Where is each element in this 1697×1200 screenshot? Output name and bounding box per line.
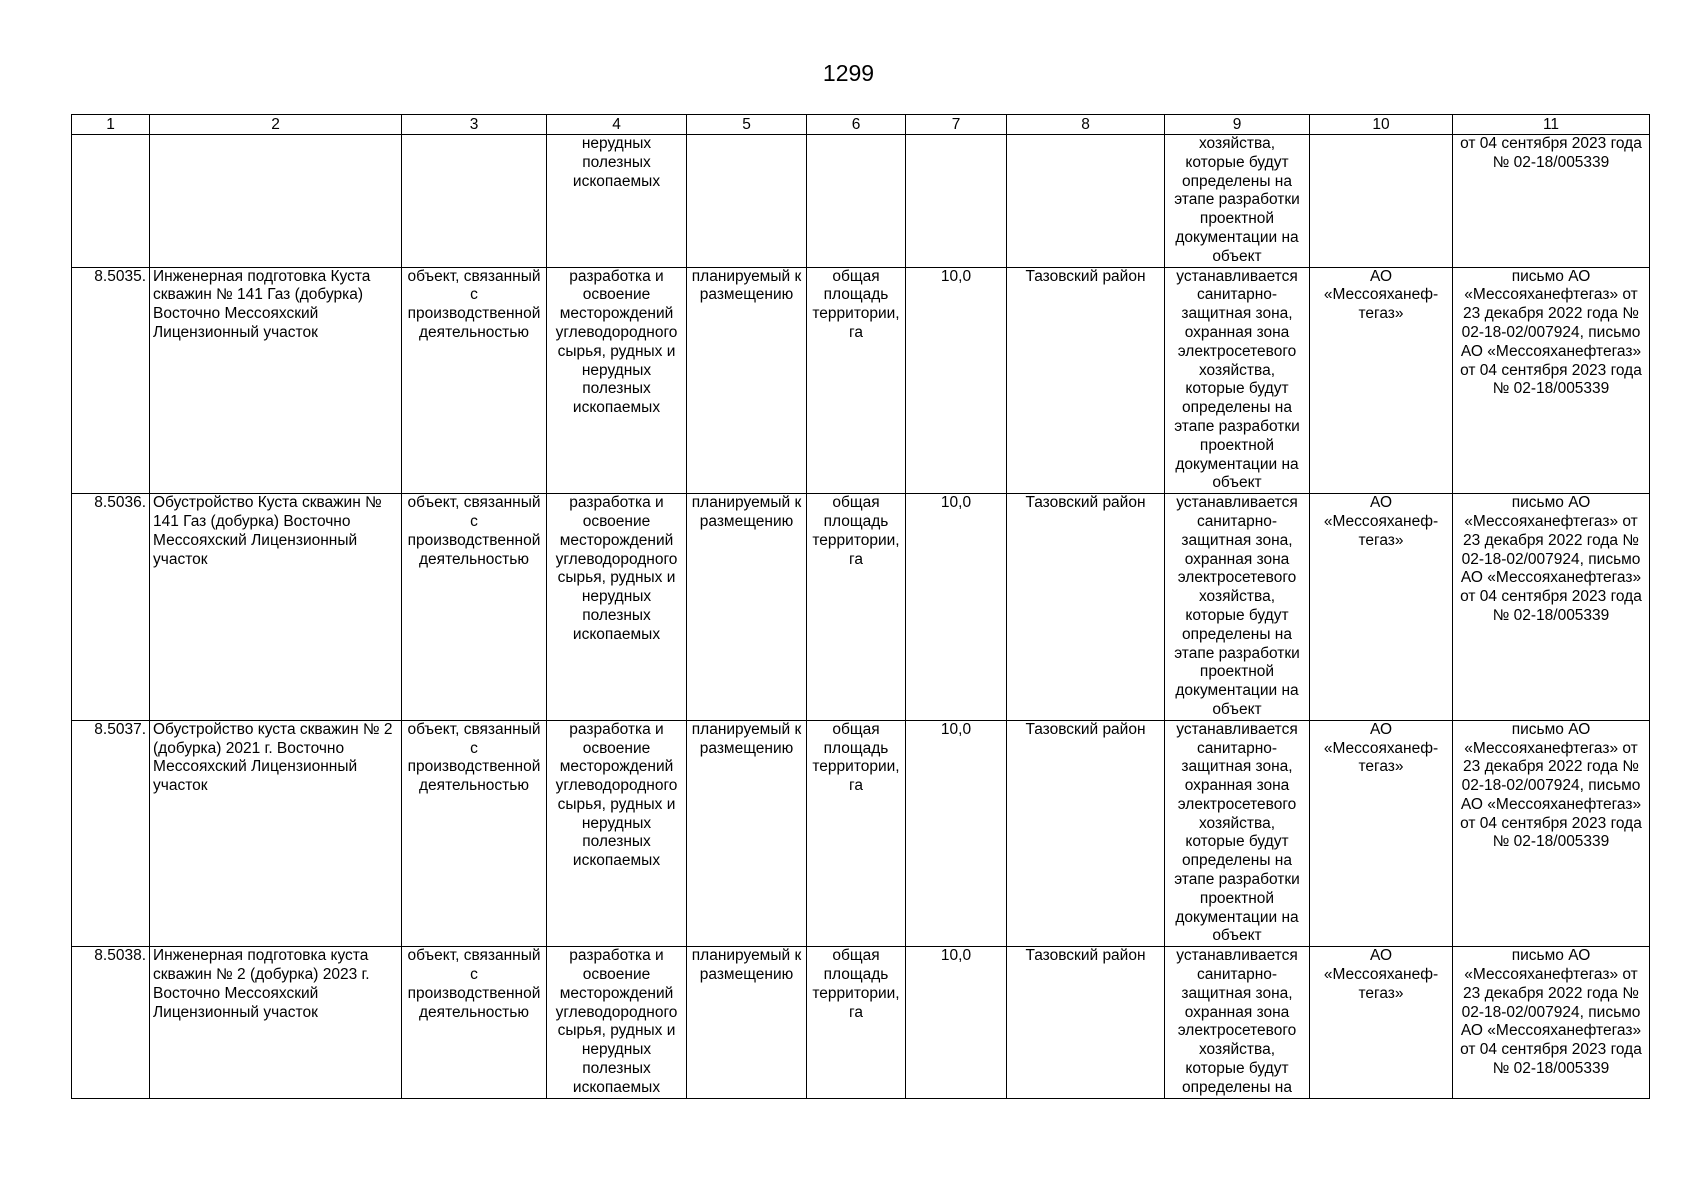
cell-purpose: разработка и освоение месторождений углеводородного сырья, рудных и нерудных полезных ископаемых xyxy=(547,947,687,1098)
cell-value: 10,0 xyxy=(906,494,1007,721)
cell-num: 8.5037. xyxy=(72,720,150,947)
cell-type xyxy=(402,135,547,268)
column-number-row xyxy=(72,115,1650,135)
cell-purpose: разработка и освоение месторождений углеводородного сырья, рудных и нерудных полезных ископаемых xyxy=(547,720,687,947)
cell-operator: АО «Мессояханеф-тегаз» xyxy=(1310,494,1453,721)
cell-status: планируемый к размещению xyxy=(687,494,807,721)
cell-status: планируемый к размещению xyxy=(687,720,807,947)
cell-type: объект, связанный с производственной деятельностью xyxy=(402,494,547,721)
cell-purpose: нерудных полезных ископаемых xyxy=(547,135,687,268)
column-header: 11 xyxy=(1453,115,1650,135)
cell-operator: АО «Мессояханеф-тегаз» xyxy=(1310,720,1453,947)
cell-location: Тазовский район xyxy=(1007,947,1165,1098)
cell-name: Обустройство Куста скважин № 141 Газ (добурка) Восточно Мессояхский Лицензионный участок xyxy=(150,494,402,721)
cell-zones: устанавливается санитарно-защитная зона, охранная зона электросетевого хозяйства, которые будут определены на этапе разработки проектной документации на объект xyxy=(1165,267,1310,494)
cell-location xyxy=(1007,135,1165,268)
cell-name xyxy=(150,135,402,268)
cell-location: Тазовский район xyxy=(1007,267,1165,494)
column-header: 1 xyxy=(72,115,150,135)
cell-operator: АО «Мессояханеф-тегаз» xyxy=(1310,947,1453,1098)
table-row xyxy=(72,947,1650,1098)
cell-source: письмо АО «Мессояханефтегаз» от 23 декабря 2022 года № 02-18-02/007924, письмо АО «Мессояханефтегаз» от 04 сентября 2023 года № 02-18/005339 xyxy=(1453,947,1650,1098)
cell-zones: устанавливается санитарно-защитная зона, охранная зона электросетевого хозяйства, которые будут определены на этапе разработки проектной документации на объект xyxy=(1165,720,1310,947)
cell-name: Обустройство куста скважин № 2 (добурка) 2021 г. Восточно Мессояхский Лицензионный участок xyxy=(150,720,402,947)
cell-name: Инженерная подготовка Куста скважин № 141 Газ (добурка) Восточно Мессояхский Лицензионный участок xyxy=(150,267,402,494)
cell-status xyxy=(687,135,807,268)
cell-value: 10,0 xyxy=(906,947,1007,1098)
cell-parameter xyxy=(807,135,906,268)
column-header: 9 xyxy=(1165,115,1310,135)
cell-num xyxy=(72,135,150,268)
cell-value xyxy=(906,135,1007,268)
cell-operator xyxy=(1310,135,1453,268)
cell-zones: хозяйства, которые будут определены на этапе разработки проектной документации на объект xyxy=(1165,135,1310,268)
column-header: 4 xyxy=(547,115,687,135)
cell-type: объект, связанный с производственной деятельностью xyxy=(402,720,547,947)
cell-source: письмо АО «Мессояханефтегаз» от 23 декабря 2022 года № 02-18-02/007924, письмо АО «Мессояханефтегаз» от 04 сентября 2023 года № 02-18/005339 xyxy=(1453,267,1650,494)
cell-purpose: разработка и освоение месторождений углеводородного сырья, рудных и нерудных полезных ископаемых xyxy=(547,494,687,721)
cell-source: письмо АО «Мессояханефтегаз» от 23 декабря 2022 года № 02-18-02/007924, письмо АО «Мессояханефтегаз» от 04 сентября 2023 года № 02-18/005339 xyxy=(1453,720,1650,947)
column-header: 2 xyxy=(150,115,402,135)
cell-value: 10,0 xyxy=(906,720,1007,947)
cell-name: Инженерная подготовка куста скважин № 2 (добурка) 2023 г. Восточно Мессояхский Лицензионный участок xyxy=(150,947,402,1098)
cell-location: Тазовский район xyxy=(1007,494,1165,721)
column-header: 6 xyxy=(807,115,906,135)
cell-value: 10,0 xyxy=(906,267,1007,494)
column-header: 8 xyxy=(1007,115,1165,135)
objects-table xyxy=(71,114,1650,1099)
page-number: 1299 xyxy=(822,60,875,86)
column-header: 3 xyxy=(402,115,547,135)
column-header: 7 xyxy=(906,115,1007,135)
table-row xyxy=(72,494,1650,721)
cell-parameter: общая площадь территории, га xyxy=(807,720,906,947)
cell-type: объект, связанный с производственной деятельностью xyxy=(402,947,547,1098)
cell-operator: АО «Мессояханеф-тегаз» xyxy=(1310,267,1453,494)
cell-zones: устанавливается санитарно-защитная зона, охранная зона электросетевого хозяйства, которые будут определены на этапе разработки проектной документации на объект xyxy=(1165,494,1310,721)
cell-location: Тазовский район xyxy=(1007,720,1165,947)
cell-parameter: общая площадь территории, га xyxy=(807,947,906,1098)
column-header: 10 xyxy=(1310,115,1453,135)
cell-type: объект, связанный с производственной деятельностью xyxy=(402,267,547,494)
cell-num: 8.5035. xyxy=(72,267,150,494)
cell-status: планируемый к размещению xyxy=(687,947,807,1098)
cell-num: 8.5036. xyxy=(72,494,150,721)
cell-status: планируемый к размещению xyxy=(687,267,807,494)
cell-source: от 04 сентября 2023 года № 02-18/005339 xyxy=(1453,135,1650,268)
table-row xyxy=(72,720,1650,947)
cell-source: письмо АО «Мессояханефтегаз» от 23 декабря 2022 года № 02-18-02/007924, письмо АО «Мессояханефтегаз» от 04 сентября 2023 года № 02-18/005339 xyxy=(1453,494,1650,721)
cell-num: 8.5038. xyxy=(72,947,150,1098)
cell-parameter: общая площадь территории, га xyxy=(807,494,906,721)
table-row xyxy=(72,267,1650,494)
cell-purpose: разработка и освоение месторождений углеводородного сырья, рудных и нерудных полезных ископаемых xyxy=(547,267,687,494)
continuation-row xyxy=(72,135,1650,268)
cell-parameter: общая площадь территории, га xyxy=(807,267,906,494)
column-header: 5 xyxy=(687,115,807,135)
cell-zones: устанавливается санитарно-защитная зона, охранная зона электросетевого хозяйства, которые будут определены на xyxy=(1165,947,1310,1098)
